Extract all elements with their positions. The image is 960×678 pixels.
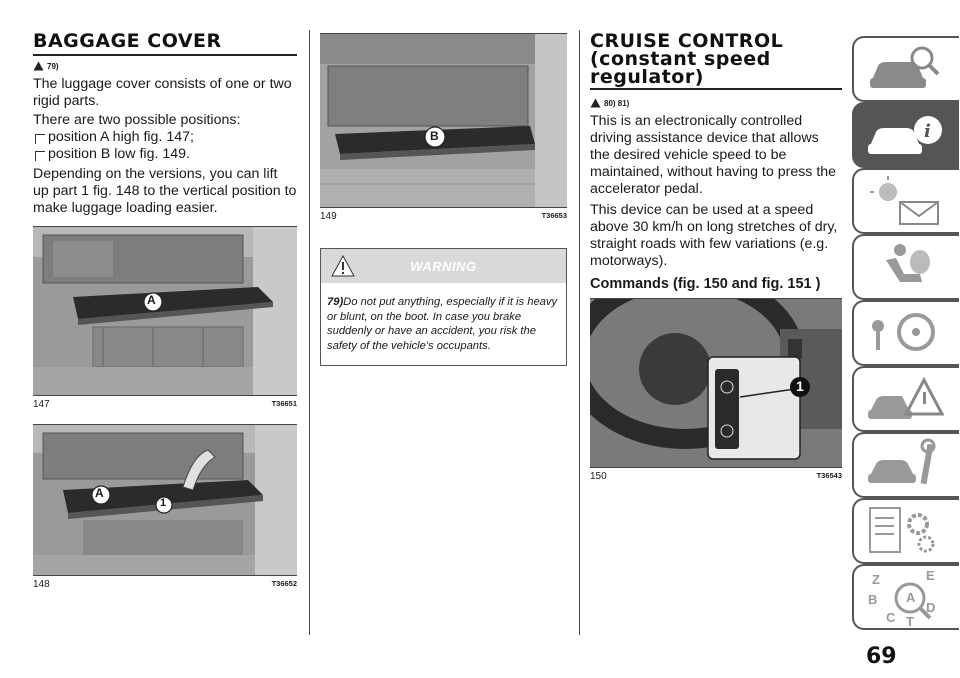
figure-148 — [33, 424, 297, 576]
key-steering-icon — [866, 306, 946, 360]
bullet-marker-icon — [35, 134, 45, 144]
tab-car-maintenance[interactable] — [852, 432, 959, 498]
svg-text:i: i — [924, 121, 931, 142]
ref-number: 80) 81) — [604, 98, 630, 108]
tab-airbag-seat[interactable] — [852, 234, 959, 300]
steering-wheel-cruise-image — [590, 299, 842, 467]
figure-149-caption: 149 T36653 — [320, 211, 567, 222]
lights-message-icon — [866, 174, 946, 228]
figure-warning-column — [320, 0, 567, 366]
column-divider — [579, 30, 580, 635]
figure-label-1: 1 — [796, 378, 804, 394]
warning-triangle-icon — [331, 255, 355, 277]
index-letter: A — [906, 590, 916, 605]
cruise-control-heading: CRUISE CONTROL (constant speed regulator) — [590, 32, 842, 90]
car-breakdown-icon — [866, 372, 946, 426]
cruise-control-column — [590, 0, 842, 482]
figure-149 — [320, 33, 567, 208]
baggage-positions: There are two possible positions: — [33, 112, 241, 128]
warning-title: WARNING — [410, 258, 477, 274]
cruise-usage: This device can be used at a speed above 30 km/h on long stretches of dry, straight roads with few variations (e.g. motorways). — [590, 202, 838, 269]
tab-lights-message[interactable] — [852, 168, 959, 234]
bullet-marker-icon — [35, 151, 45, 161]
figure-150 — [590, 298, 842, 468]
figure-label-1: 1 — [160, 497, 167, 509]
index-letter: C — [886, 610, 896, 625]
luggage-cover-position-b-image — [320, 34, 567, 207]
cruise-ref — [590, 98, 842, 108]
specs-gear-icon — [866, 504, 946, 558]
car-search-icon — [866, 42, 946, 96]
figure-150-caption: 150 T36543 — [590, 471, 842, 482]
tab-index[interactable] — [852, 564, 959, 630]
tab-key-steering[interactable] — [852, 300, 959, 366]
page-number: 69 — [866, 644, 897, 669]
ref-number: 79) — [47, 61, 59, 71]
warning-triangle-icon — [590, 98, 601, 108]
bullet-item: position B low fig. 149. — [33, 146, 297, 163]
figure-147-caption: 147 T36651 — [33, 399, 297, 410]
airbag-seat-icon — [866, 240, 946, 294]
baggage-cover-heading: BAGGAGE COVER — [33, 32, 297, 56]
figure-label-b: B — [430, 129, 439, 143]
index-letter: T — [906, 614, 914, 628]
luggage-cover-position-a-image — [33, 227, 297, 395]
tab-car-search[interactable] — [852, 36, 959, 102]
baggage-intro: The luggage cover consists of one or two rigid parts. — [33, 76, 292, 109]
tab-specs-gear[interactable] — [852, 498, 959, 564]
figure-label-a: A — [95, 486, 104, 500]
index-letter: D — [926, 600, 936, 615]
index-letter: Z — [872, 572, 880, 587]
car-info-icon — [866, 108, 946, 162]
figure-label-a: A — [147, 293, 156, 307]
warning-text: 79)Do not put anything, especially if it is heavy or blunt, on the boot. In case you brake suddenly or have an accident, you risk the safety of the vehicle's occupants. — [327, 296, 558, 352]
car-maintenance-icon — [866, 438, 946, 492]
warning-box — [320, 248, 567, 366]
index-letter: B — [868, 592, 878, 607]
column-divider — [309, 30, 310, 635]
index-letters-icon — [866, 570, 946, 628]
figure-148-caption: 148 T36652 — [33, 579, 297, 590]
tab-car-info[interactable] — [852, 102, 959, 168]
warning-triangle-icon — [33, 61, 44, 71]
cruise-intro: This is an electronically controlled driving assistance device that allows the desired vehicle speed to be maintained, without having to press the accelerator pedal. — [590, 113, 837, 197]
figure-147 — [33, 226, 297, 396]
baggage-cover-column — [33, 0, 297, 590]
commands-subheading: Commands (fig. 150 and fig. 151 ) — [590, 276, 821, 292]
bullet-item: position A high fig. 147; — [33, 129, 297, 146]
warning-header — [321, 249, 566, 283]
baggage-lift-text: Depending on the versions, you can lift up part 1 fig. 148 to the vertical position to make luggage loading easier. — [33, 166, 297, 216]
tab-car-breakdown[interactable] — [852, 366, 959, 432]
index-letter: E — [926, 570, 935, 583]
baggage-ref — [33, 61, 297, 71]
